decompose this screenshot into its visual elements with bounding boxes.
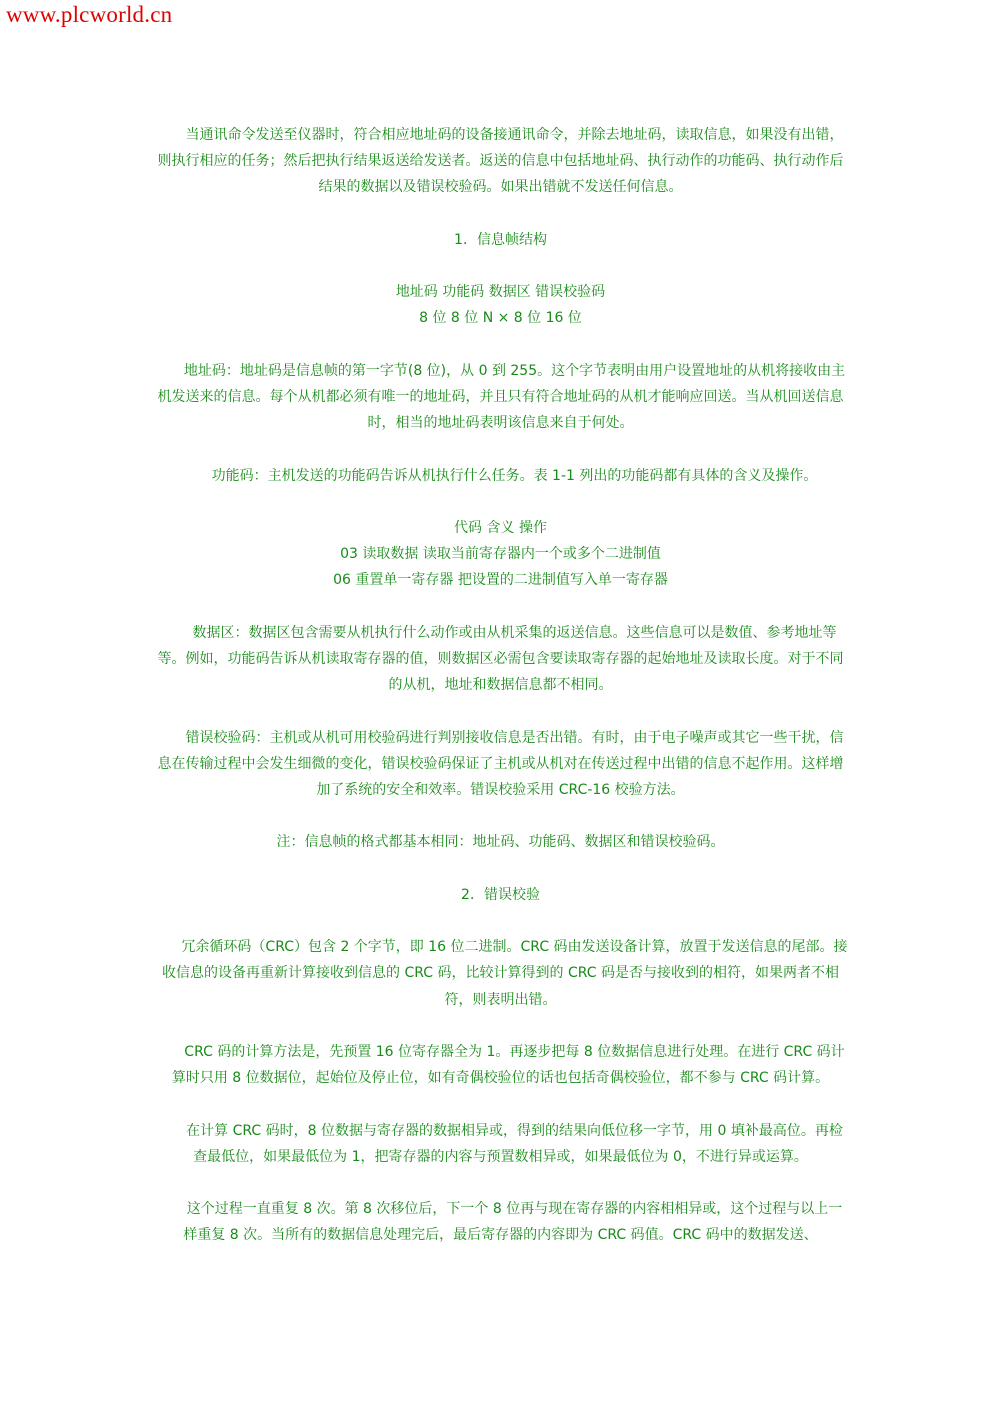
crc-method-paragraph: CRC 码的计算方法是，先预置 16 位寄存器全为 1。再逐步把每 8 位数据信息进行处理。在进行 CRC 码计算时只用 8 位数据位，起始位及停止位，如有奇偶校验位的话也包括奇偶校验位，都不参与 CRC 码计算。 — [171, 1043, 845, 1087]
section-heading-error-check: 2．错误校验 — [461, 886, 540, 903]
document-body — [152, 122, 849, 1275]
watermark-url: www.plcworld.cn — [6, 2, 173, 27]
address-code-paragraph: 地址码：地址码是信息帧的第一字节(8 位)，从 0 到 255。这个字节表明由用户设置地址的从机将接收由主机发送来的信息。每个从机都必须有唯一的地址码，并且只有符合地址码的从机才能响应回送。当从机回送信息时，相当的地址码表明该信息来自于何处。 — [157, 362, 846, 432]
frame-structure-header: 地址码 功能码 数据区 错误校验码 — [395, 284, 606, 301]
function-table-row: 06 重置单一寄存器 把设置的二进制值写入单一寄存器 — [333, 572, 668, 589]
note-paragraph: 注：信息帧的格式都基本相同：地址码、功能码、数据区和错误校验码。 — [276, 834, 725, 851]
function-table-row: 03 读取数据 读取当前寄存器内一个或多个二进制值 — [340, 546, 661, 563]
function-table-header: 代码 含义 操作 — [454, 519, 547, 536]
frame-structure-table — [152, 279, 849, 331]
error-check-paragraph: 错误校验码：主机或从机可用校验码进行判别接收信息是否出错。有时，由于电子噪声或其它一些干扰，信息在传输过程中会发生细微的变化，错误校验码保证了主机或从机对在传送过程中出错的信息不起作用。这样增加了系统的安全和效率。错误校验采用 CRC-16 校验方法。 — [157, 729, 844, 798]
function-code-paragraph: 功能码：主机发送的功能码告诉从机执行什么任务。表 1-1 列出的功能码都有具体的含义及操作。 — [211, 467, 818, 484]
section-heading-frame-structure: 1．信息帧结构 — [454, 231, 547, 248]
data-area-paragraph: 数据区：数据区包含需要从机执行什么动作或由从机采集的返送信息。这些信息可以是数值、参考地址等等。例如，功能码告诉从机读取寄存器的值，则数据区必需包含要读取寄存器的起始地址及读取长度。对于不同的从机，地址和数据信息都不相同。 — [157, 624, 844, 694]
crc-repeat-paragraph: 这个过程一直重复 8 次。第 8 次移位后，下一个 8 位再与现在寄存器的内容相相异或，这个过程与以上一样重复 8 次。当所有的数据信息处理完后，最后寄存器的内容即为 CRC 码值。CRC 码中的数据发送、 — [183, 1201, 843, 1244]
frame-structure-bits: 8 位 8 位 N × 8 位 16 位 — [419, 310, 582, 327]
function-code-table — [152, 515, 849, 594]
crc-process-paragraph: 在计算 CRC 码时，8 位数据与寄存器的数据相异或，得到的结果向低位移一字节，用 0 填补最高位。再检查最低位，如果最低位为 1，把寄存器的内容与预置数相异或，如果最低位为 0，不进行异或运算。 — [186, 1122, 843, 1165]
intro-paragraph: 当通讯命令发送至仪器时，符合相应地址码的设备接通讯命令，并除去地址码，读取信息，如果没有出错，则执行相应的任务；然后把执行结果返送给发送者。返送的信息中包括地址码、执行动作的功能码、执行动作后结果的数据以及错误校验码。如果出错就不发送任何信息。 — [157, 127, 844, 196]
crc-intro-paragraph: 冗余循环码（CRC）包含 2 个字节，即 16 位二进制。CRC 码由发送设备计算，放置于发送信息的尾部。接收信息的设备再重新计算接收到信息的 CRC 码，比较计算得到的 CRC 码是否与接收到的相符，如果两者不相符，则表明出错。 — [162, 939, 848, 1008]
